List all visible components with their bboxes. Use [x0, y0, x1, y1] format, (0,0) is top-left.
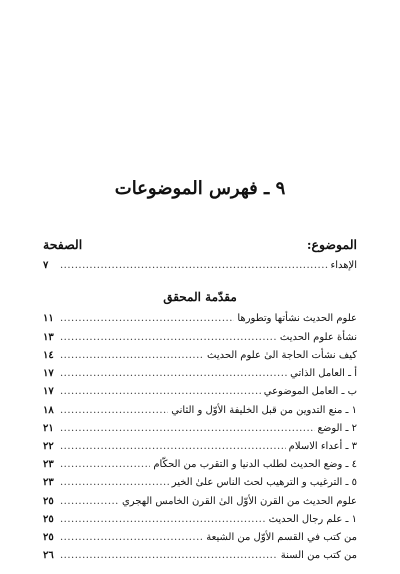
toc-entry: [43, 530, 357, 546]
leader-dots: [60, 403, 168, 419]
leader-dots: [60, 475, 169, 491]
leader-dots: [60, 258, 328, 274]
entry-page: ٢٥: [43, 532, 54, 543]
toc-entry: [43, 348, 357, 364]
entry-text: من كتب في القسم الأوّل من الشيعة: [206, 532, 357, 543]
leader-dots: [60, 330, 277, 346]
toc-entry: [43, 330, 357, 346]
entry-text: ب ـ العامل الموضوعي: [263, 386, 357, 397]
toc-entry: [43, 548, 357, 564]
topic-column-label: الموضوع:: [306, 237, 357, 252]
toc-entry: [43, 311, 357, 327]
toc-entry: [43, 457, 357, 473]
entry-page: ١١: [43, 313, 54, 324]
leader-dots: [60, 494, 119, 510]
entry-text: ٢ ـ الوضع: [317, 423, 357, 434]
entry-text: من كتب من السنة: [280, 550, 357, 561]
entry-text: كيف نشأت الحاجة الىٰ علوم الحديث: [207, 350, 357, 361]
entry-page: ١٤: [43, 350, 54, 361]
entry-text: ٣ ـ أعداء الاسلام: [288, 441, 357, 452]
toc-entry: [43, 439, 357, 455]
entry-text: أ ـ العامل الذاتي: [290, 368, 357, 379]
toc-entry-dedication: [43, 258, 357, 274]
toc-entry: [43, 512, 357, 528]
entry-page: ٢٣: [43, 477, 54, 488]
entry-page: ١٧: [43, 368, 54, 379]
entry-page: ٢١: [43, 423, 54, 434]
toc-entry: [43, 421, 357, 437]
entry-page: ٧: [43, 260, 49, 271]
toc-entry: [43, 366, 357, 382]
leader-dots: [60, 512, 266, 528]
entry-page: ١٣: [43, 332, 54, 343]
leader-dots: [60, 548, 278, 564]
toc-entry: [43, 384, 357, 400]
section-heading: مقدّمة المحقق: [163, 290, 237, 304]
leader-dots: [60, 348, 204, 364]
entry-page: ١٨: [43, 405, 54, 416]
toc-entry: [43, 475, 357, 491]
toc-header: [43, 237, 357, 257]
entry-page: ٢٥: [43, 514, 54, 525]
entry-page: ٢٣: [43, 459, 54, 470]
leader-dots: [60, 366, 287, 382]
leader-dots: [60, 439, 286, 455]
entry-text: الإهداء: [330, 260, 357, 271]
leader-dots: [60, 421, 315, 437]
entry-text: ٥ ـ الترغيب و الترهيب لحث الناس علىٰ الخير: [171, 477, 357, 488]
leader-dots: [60, 457, 150, 473]
entry-text: ١ ـ منع التدوين من قبل الخليفة الأوّل و الثاني: [171, 405, 357, 416]
entry-text: ١ ـ علم رجال الحديث: [268, 514, 357, 525]
entry-text: علوم الحديث من القرن الأوّل الىٰ القرن الخامس الهجري: [121, 496, 357, 507]
leader-dots: [60, 384, 261, 400]
entry-page: ٢٥: [43, 496, 54, 507]
leader-dots: [60, 311, 234, 327]
entry-text: علوم الحديث نشأتها وتطورها: [237, 313, 357, 324]
toc-entry: [43, 403, 357, 419]
page-title: ٩ ـ فهرس الموضوعات: [114, 178, 286, 199]
entry-text: ٤ ـ وضع الحديث لطلب الدنيا و التقرب من الحكّام: [153, 459, 357, 470]
entry-page: ٢٦: [43, 550, 54, 561]
toc-entry: [43, 494, 357, 510]
entry-page: ١٧: [43, 386, 54, 397]
leader-dots: [60, 530, 203, 546]
entry-page: ٢٢: [43, 441, 54, 452]
entry-text: نشأة علوم الحديث: [279, 332, 357, 343]
page-column-label: الصفحة: [43, 237, 83, 252]
